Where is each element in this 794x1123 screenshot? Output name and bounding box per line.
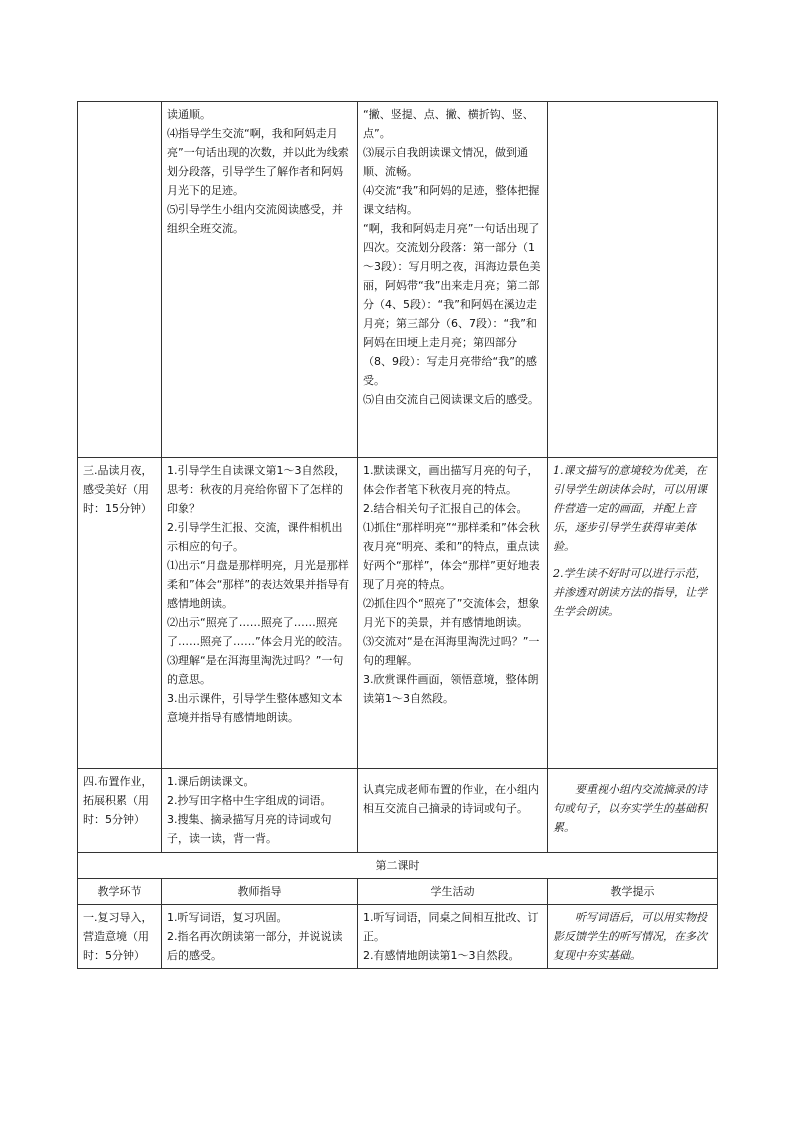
lesson-plan-table <box>77 101 718 969</box>
student-paragraph: 2.有感情地朗读第1～3自然段。 <box>363 949 520 962</box>
hint-paragraph: 1.课文描写的意境较为优美，在引导学生朗读体会时，可以用课件营造一定的画面，并配上音乐，逐步引导学生获得审美体验。 <box>553 464 707 553</box>
header-student: 学生活动 <box>358 879 548 905</box>
teacher-guidance-cell <box>162 458 358 769</box>
stage-cell: 三.品读月夜，感受美好（用时：15分钟） <box>78 458 162 769</box>
session-title: 第二课时 <box>78 853 718 879</box>
teaching-hint-cell <box>548 102 718 458</box>
teacher-paragraph: 1.课后朗读课文。 <box>167 775 255 788</box>
student-paragraph: 2.结合相关句子汇报自己的体会。 <box>363 502 528 515</box>
hint-paragraph: 2.学生读不好时可以进行示范，并渗透对朗读方法的指导，让学生学会朗读。 <box>553 567 707 618</box>
table-row <box>78 458 718 769</box>
teacher-paragraph: 2.抄写田字格中生字组成的词语。 <box>167 794 332 807</box>
table-row <box>78 905 718 969</box>
student-paragraph: ⑶交流对“是在洱海里淘洗过吗？”一句的理解。 <box>363 635 540 667</box>
student-paragraph: “啊，我和阿妈走月亮”一句话出现了四次。交流划分段落：第一部分（1～3段）：写月明之夜，洱海边景色美丽，阿妈带“我”出来走月亮；第二部分（4、5段）：“我”和阿妈在溪边走月亮；第三部分（6、7段）：“我”和阿妈在田埂上走月亮；第四部分（8、9段）：写走月亮带给“我”的感受。 <box>363 222 541 387</box>
student-paragraph: 3.欣赏课件画面，领悟意境，整体朗读第1～3自然段。 <box>363 673 539 705</box>
student-paragraph: ⑸自由交流自己阅读课文后的感受。 <box>363 393 539 406</box>
teacher-guidance-cell <box>162 102 358 458</box>
hint-paragraph: 要重视小组内交流摘录的诗句或句子，以夯实学生的基础积累。 <box>553 783 707 834</box>
teaching-hint-cell <box>548 458 718 769</box>
hint-paragraph: 听写词语后，可以用实物投影反馈学生的听写情况，在多次复现中夯实基础。 <box>553 911 707 962</box>
teacher-paragraph: ⑴出示“月盘是那样明亮，月光是那样柔和”体会“那样”的表达效果并指导有感情地朗读。 <box>167 559 350 610</box>
table-row <box>78 102 718 458</box>
teacher-paragraph: ⑵出示“照亮了……照亮了……照亮了……照亮了……”体会月光的皎洁。 <box>167 616 349 648</box>
student-paragraph: 1.听写词语，同桌之间相互批改、订正。 <box>363 911 539 943</box>
teacher-paragraph: ⑷指导学生交流“啊，我和阿妈走月亮”一句话出现的次数，并以此为线索划分段落，引导学生了解作者和阿妈月光下的足迹。 <box>167 127 349 197</box>
student-paragraph: “撇、竖提、点、撇、横折钩、竖、点”。 <box>363 108 534 140</box>
teacher-paragraph: 2.引导学生汇报、交流，课件相机出示相应的句子。 <box>167 521 343 553</box>
table-header-row <box>78 879 718 905</box>
student-paragraph: ⑶展示自我朗读课文情况，做到通顺、流畅。 <box>363 146 528 178</box>
student-paragraph: 认真完成老师布置的作业，在小组内相互交流自己摘录的诗词或句子。 <box>363 783 539 815</box>
table-row <box>78 769 718 853</box>
header-stage: 教学环节 <box>78 879 162 905</box>
teacher-guidance-cell <box>162 769 358 853</box>
student-paragraph: ⑴抓住“那样明亮”“那样柔和”体会秋夜月亮“明亮、柔和”的特点，重点读好两个“那样”，体会“那样”更好地表现了月亮的特点。 <box>363 521 540 591</box>
teacher-paragraph: ⑶理解“是在洱海里淘洗过吗？”一句的意思。 <box>167 654 344 686</box>
teacher-paragraph: 1.听写词语，复习巩固。 <box>167 911 288 924</box>
stage-cell <box>78 102 162 458</box>
teacher-paragraph: 2.指名再次朗读第一部分，并说说读后的感受。 <box>167 930 343 962</box>
student-paragraph: 1.默读课文，画出描写月亮的句子，体会作者笔下秋夜月亮的特点。 <box>363 464 539 496</box>
header-hint: 教学提示 <box>548 879 718 905</box>
teacher-paragraph: 读通顺。 <box>167 108 211 121</box>
teacher-paragraph: 3.搜集、摘录描写月亮的诗词或句子，读一读，背一背。 <box>167 813 332 845</box>
stage-cell: 四.布置作业，拓展积累（用时：5分钟） <box>78 769 162 853</box>
student-paragraph: ⑷交流“我”和阿妈的足迹，整体把握课文结构。 <box>363 184 540 216</box>
teacher-paragraph: 1.引导学生自读课文第1～3自然段，思考：秋夜的月亮给你留下了怎样的印象？ <box>167 464 346 515</box>
teacher-paragraph: ⑸引导学生小组内交流阅读感受，并组织全班交流。 <box>167 203 343 235</box>
student-activity-cell <box>358 769 548 853</box>
teacher-paragraph: 3.出示课件，引导学生整体感知文本意境并指导有感情地朗读。 <box>167 692 343 724</box>
student-activity-cell <box>358 905 548 969</box>
teaching-hint-cell <box>548 769 718 853</box>
student-paragraph: ⑵抓住四个“照亮了”交流体会，想象月光下的美景，并有感情地朗读。 <box>363 597 540 629</box>
stage-cell: 一.复习导入，营造意境（用时：5分钟） <box>78 905 162 969</box>
student-activity-cell <box>358 458 548 769</box>
header-teacher: 教师指导 <box>162 879 358 905</box>
teacher-guidance-cell <box>162 905 358 969</box>
table-row <box>78 853 718 879</box>
student-activity-cell <box>358 102 548 458</box>
teaching-hint-cell <box>548 905 718 969</box>
